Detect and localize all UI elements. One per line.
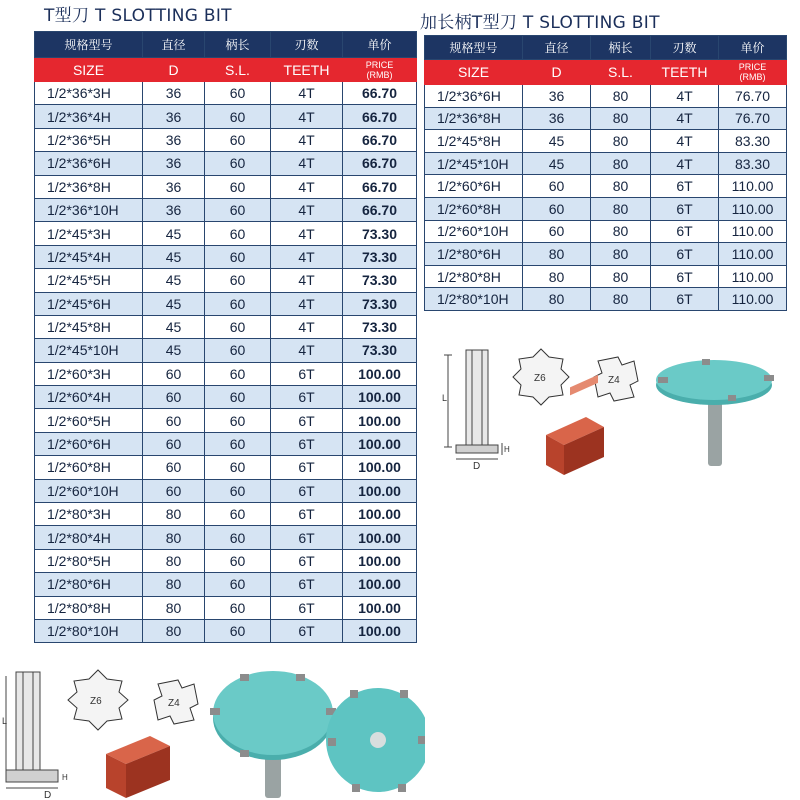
price-cell: 100.00: [343, 549, 417, 572]
size-cell: 1/2*36*6H: [35, 152, 143, 175]
diameter-cell: 80: [143, 503, 205, 526]
right-table-row: [425, 265, 787, 288]
price-cell: 66.70: [343, 105, 417, 128]
price-cell: 73.30: [343, 292, 417, 315]
teeth-cell: 6T: [271, 503, 343, 526]
left-table-row: [35, 339, 417, 362]
price-cell: 66.70: [343, 198, 417, 221]
shank-length-cell: 60: [205, 596, 271, 619]
size-cell: 1/2*80*6H: [35, 573, 143, 596]
price-cell: 100.00: [343, 362, 417, 385]
header-size-en: SIZE: [425, 60, 523, 85]
teeth-cell: 4T: [651, 130, 719, 153]
shank-length-cell: 60: [205, 619, 271, 642]
header-size-en: SIZE: [35, 58, 143, 82]
teeth-cell: 4T: [271, 152, 343, 175]
left-table-row: [35, 432, 417, 455]
price-cell: 100.00: [343, 619, 417, 642]
teeth-cell: 6T: [271, 409, 343, 432]
shank-length-cell: 60: [205, 269, 271, 292]
left-table-row: [35, 409, 417, 432]
teeth-cell: 6T: [271, 596, 343, 619]
diameter-cell: 80: [523, 288, 591, 311]
size-cell: 1/2*45*3H: [35, 222, 143, 245]
right-table-row: [425, 197, 787, 220]
price-cell: 100.00: [343, 503, 417, 526]
size-cell: 1/2*60*6H: [425, 175, 523, 198]
diameter-cell: 60: [143, 362, 205, 385]
z4-label: Z4: [168, 698, 180, 709]
size-cell: 1/2*60*8H: [425, 197, 523, 220]
price-cell: 100.00: [343, 432, 417, 455]
teeth-cell: 6T: [271, 526, 343, 549]
shank-length-cell: 80: [591, 243, 651, 266]
shank-length-cell: 60: [205, 128, 271, 151]
header-teeth-cn: 刃数: [651, 36, 719, 60]
teeth-cell: 4T: [271, 315, 343, 338]
diameter-cell: 60: [143, 479, 205, 502]
price-cell: 110.00: [719, 197, 787, 220]
right-table-row: [425, 175, 787, 198]
teeth-cell: 6T: [651, 175, 719, 198]
teeth-cell: 4T: [271, 128, 343, 151]
shank-length-cell: 80: [591, 130, 651, 153]
slotting-bit-6t-image: [210, 671, 336, 798]
header-teeth-en: TEETH: [651, 60, 719, 85]
left-table-row: [35, 198, 417, 221]
price-cell: 73.30: [343, 245, 417, 268]
header-teeth-en: TEETH: [271, 58, 343, 82]
price-cell: 66.70: [343, 82, 417, 105]
header-diameter-en: D: [143, 58, 205, 82]
diameter-cell: 36: [523, 85, 591, 108]
size-cell: 1/2*45*10H: [35, 339, 143, 362]
diameter-cell: 36: [143, 152, 205, 175]
size-cell: 1/2*80*10H: [35, 619, 143, 642]
shank-length-cell: 60: [205, 362, 271, 385]
teeth-cell: 6T: [271, 362, 343, 385]
size-cell: 1/2*60*4H: [35, 386, 143, 409]
left-table-row: [35, 503, 417, 526]
height-label: H: [504, 445, 510, 454]
diameter-cell: 45: [523, 130, 591, 153]
teeth-cell: 6T: [651, 288, 719, 311]
diameter-cell: 80: [523, 265, 591, 288]
teeth-cell: 4T: [271, 82, 343, 105]
header-price-en: [719, 60, 787, 85]
price-cell: 100.00: [343, 596, 417, 619]
header-price-en: [343, 58, 417, 82]
header-diameter-cn: 直径: [143, 32, 205, 58]
shank-length-cell: 60: [205, 292, 271, 315]
teeth-cell: 6T: [271, 573, 343, 596]
teeth-cell: 6T: [651, 220, 719, 243]
right-table-row: [425, 107, 787, 130]
shank-length-cell: 80: [591, 175, 651, 198]
diameter-cell: 45: [143, 315, 205, 338]
shank-length-cell: 60: [205, 549, 271, 572]
left-table-row: [35, 526, 417, 549]
size-cell: 1/2*60*5H: [35, 409, 143, 432]
left-header-en-row: [35, 58, 417, 82]
size-cell: 1/2*36*3H: [35, 82, 143, 105]
left-table-row: [35, 619, 417, 642]
diameter-cell: 45: [523, 152, 591, 175]
right-table-row: [425, 130, 787, 153]
shank-length-cell: 60: [205, 222, 271, 245]
left-table-row: [35, 362, 417, 385]
size-cell: 1/2*80*8H: [35, 596, 143, 619]
shank-length-cell: 60: [205, 409, 271, 432]
header-shank-en: S.L.: [205, 58, 271, 82]
left-table-row: [35, 596, 417, 619]
slotting-bit-6t-face-image: [326, 688, 425, 792]
teeth-cell: 6T: [271, 549, 343, 572]
price-cell: 83.30: [719, 152, 787, 175]
diameter-cell: 60: [143, 386, 205, 409]
size-cell: 1/2*45*8H: [35, 315, 143, 338]
left-table-row: [35, 315, 417, 338]
size-cell: 1/2*80*10H: [425, 288, 523, 311]
diameter-cell: 80: [143, 573, 205, 596]
price-cell: 66.70: [343, 175, 417, 198]
left-price-table: [34, 31, 417, 643]
shank-length-cell: 60: [205, 456, 271, 479]
wood-block-icon: [106, 736, 170, 798]
teeth-cell: 4T: [271, 198, 343, 221]
header-currency-label: (RMB): [739, 72, 766, 82]
right-table-row: [425, 288, 787, 311]
header-price-label: PRICE: [738, 62, 767, 72]
diameter-cell: 45: [143, 292, 205, 315]
teeth-cell: 6T: [651, 265, 719, 288]
shank-length-cell: 60: [205, 105, 271, 128]
size-cell: 1/2*45*4H: [35, 245, 143, 268]
diameter-cell: 45: [143, 269, 205, 292]
price-cell: 73.30: [343, 315, 417, 338]
size-cell: 1/2*45*10H: [425, 152, 523, 175]
shank-length-cell: 60: [205, 526, 271, 549]
shank-length-cell: 60: [205, 432, 271, 455]
size-cell: 1/2*60*10H: [35, 479, 143, 502]
left-table-row: [35, 269, 417, 292]
left-table-row: [35, 82, 417, 105]
size-cell: 1/2*60*3H: [35, 362, 143, 385]
size-cell: 1/2*80*3H: [35, 503, 143, 526]
left-table-row: [35, 245, 417, 268]
diameter-cell: 80: [143, 526, 205, 549]
header-size-cn: 规格型号: [35, 32, 143, 58]
diameter-cell: 45: [143, 222, 205, 245]
slotting-bit-4t-image: [656, 359, 774, 466]
left-table-title: T型刀 T SLOTTING BIT: [44, 6, 232, 26]
teeth-cell: 6T: [271, 619, 343, 642]
price-cell: 100.00: [343, 526, 417, 549]
price-cell: 76.70: [719, 85, 787, 108]
shank-length-cell: 80: [591, 85, 651, 108]
teeth-cell: 6T: [271, 479, 343, 502]
header-shank-cn: 柄长: [205, 32, 271, 58]
size-cell: 1/2*80*4H: [35, 526, 143, 549]
right-table-title: 加长柄T型刀 T SLOTTING BIT: [420, 13, 660, 33]
header-diameter-en: D: [523, 60, 591, 85]
size-cell: 1/2*36*5H: [35, 128, 143, 151]
diameter-cell: 36: [523, 107, 591, 130]
shank-length-cell: 60: [205, 175, 271, 198]
diameter-cell: 80: [143, 596, 205, 619]
left-table-row: [35, 479, 417, 502]
teeth-cell: 4T: [271, 245, 343, 268]
header-price-cn: 单价: [343, 32, 417, 58]
left-table-row: [35, 292, 417, 315]
left-table-row: [35, 222, 417, 245]
shank-length-cell: 60: [205, 152, 271, 175]
header-currency-label: (RMB): [366, 69, 393, 80]
teeth-cell: 4T: [651, 107, 719, 130]
size-cell: 1/2*36*6H: [425, 85, 523, 108]
diameter-cell: 45: [143, 245, 205, 268]
price-cell: 100.00: [343, 456, 417, 479]
shank-length-cell: 80: [591, 107, 651, 130]
size-cell: 1/2*60*6H: [35, 432, 143, 455]
diameter-cell: 80: [143, 619, 205, 642]
price-cell: 110.00: [719, 220, 787, 243]
diameter-cell: 60: [523, 220, 591, 243]
price-cell: 73.30: [343, 269, 417, 292]
diameter-cell: 60: [143, 456, 205, 479]
size-cell: 1/2*60*8H: [35, 456, 143, 479]
z4-label: Z4: [608, 375, 620, 386]
right-table-row: [425, 85, 787, 108]
right-header-cn-row: [425, 36, 787, 60]
header-shank-cn: 柄长: [591, 36, 651, 60]
teeth-cell: 4T: [271, 175, 343, 198]
price-cell: 110.00: [719, 175, 787, 198]
teeth-cell: 6T: [271, 456, 343, 479]
teeth-cell: 4T: [271, 269, 343, 292]
dimension-drawing: [6, 672, 58, 788]
size-cell: 1/2*45*5H: [35, 269, 143, 292]
teeth-cell: 4T: [651, 152, 719, 175]
price-cell: 100.00: [343, 573, 417, 596]
shank-length-cell: 80: [591, 197, 651, 220]
shank-length-cell: 60: [205, 386, 271, 409]
shank-length-cell: 60: [205, 82, 271, 105]
shank-length-cell: 60: [205, 245, 271, 268]
height-label: H: [62, 773, 68, 782]
price-cell: 100.00: [343, 386, 417, 409]
length-label: L: [2, 716, 8, 726]
right-product-illustration: [436, 335, 796, 480]
dimension-drawing: [444, 350, 502, 459]
diameter-cell: 36: [143, 82, 205, 105]
length-label: L: [442, 393, 448, 403]
diameter-cell: 60: [143, 432, 205, 455]
size-cell: 1/2*45*6H: [35, 292, 143, 315]
price-cell: 76.70: [719, 107, 787, 130]
teeth-cell: 6T: [651, 197, 719, 220]
price-cell: 100.00: [343, 409, 417, 432]
size-cell: 1/2*36*10H: [35, 198, 143, 221]
shank-length-cell: 80: [591, 265, 651, 288]
diameter-cell: 60: [523, 197, 591, 220]
z6-label: Z6: [534, 373, 546, 384]
diameter-cell: 36: [143, 198, 205, 221]
left-table-row: [35, 152, 417, 175]
teeth-cell: 6T: [271, 386, 343, 409]
size-cell: 1/2*80*6H: [425, 243, 523, 266]
left-table-row: [35, 549, 417, 572]
right-table-row: [425, 243, 787, 266]
shank-length-cell: 60: [205, 339, 271, 362]
teeth-cell: 6T: [651, 243, 719, 266]
price-cell: 73.30: [343, 339, 417, 362]
size-cell: 1/2*36*8H: [35, 175, 143, 198]
right-table-row: [425, 152, 787, 175]
left-table-row: [35, 175, 417, 198]
diameter-cell: 60: [143, 409, 205, 432]
right-price-table: [424, 35, 787, 311]
teeth-cell: 4T: [271, 222, 343, 245]
diameter-cell: 36: [143, 105, 205, 128]
size-cell: 1/2*36*8H: [425, 107, 523, 130]
teeth-cell: 4T: [271, 292, 343, 315]
header-diameter-cn: 直径: [523, 36, 591, 60]
header-price-cn: 单价: [719, 36, 787, 60]
teeth-cell: 4T: [271, 105, 343, 128]
price-cell: 66.70: [343, 152, 417, 175]
shank-length-cell: 60: [205, 315, 271, 338]
size-cell: 1/2*45*8H: [425, 130, 523, 153]
price-cell: 83.30: [719, 130, 787, 153]
diameter-cell: 60: [523, 175, 591, 198]
size-cell: 1/2*80*8H: [425, 265, 523, 288]
price-cell: 110.00: [719, 243, 787, 266]
teeth-cell: 4T: [271, 339, 343, 362]
right-header-en-row: [425, 60, 787, 85]
price-cell: 110.00: [719, 288, 787, 311]
shank-length-cell: 60: [205, 573, 271, 596]
shank-length-cell: 60: [205, 198, 271, 221]
left-table-row: [35, 386, 417, 409]
diameter-cell: 45: [143, 339, 205, 362]
shank-length-cell: 80: [591, 220, 651, 243]
left-header-cn-row: [35, 32, 417, 58]
diameter-cell: 80: [143, 549, 205, 572]
diameter-cell: 36: [143, 128, 205, 151]
diameter-label: D: [44, 790, 52, 800]
left-table-row: [35, 456, 417, 479]
right-table-row: [425, 220, 787, 243]
header-price-label: PRICE: [365, 59, 394, 70]
header-size-cn: 规格型号: [425, 36, 523, 60]
price-cell: 73.30: [343, 222, 417, 245]
price-cell: 100.00: [343, 479, 417, 502]
shank-length-cell: 80: [591, 288, 651, 311]
shank-length-cell: 60: [205, 479, 271, 502]
z6-label: Z6: [90, 696, 102, 707]
left-table-row: [35, 573, 417, 596]
left-table-row: [35, 105, 417, 128]
price-cell: 110.00: [719, 265, 787, 288]
price-cell: 66.70: [343, 128, 417, 151]
shank-length-cell: 80: [591, 152, 651, 175]
bottom-product-illustration: [0, 658, 425, 800]
header-teeth-cn: 刃数: [271, 32, 343, 58]
size-cell: 1/2*36*4H: [35, 105, 143, 128]
size-cell: 1/2*80*5H: [35, 549, 143, 572]
diameter-cell: 80: [523, 243, 591, 266]
header-shank-en: S.L.: [591, 60, 651, 85]
diameter-label: D: [473, 461, 481, 472]
teeth-cell: 6T: [271, 432, 343, 455]
diameter-cell: 36: [143, 175, 205, 198]
size-cell: 1/2*60*10H: [425, 220, 523, 243]
teeth-cell: 4T: [651, 85, 719, 108]
shank-length-cell: 60: [205, 503, 271, 526]
left-table-row: [35, 128, 417, 151]
